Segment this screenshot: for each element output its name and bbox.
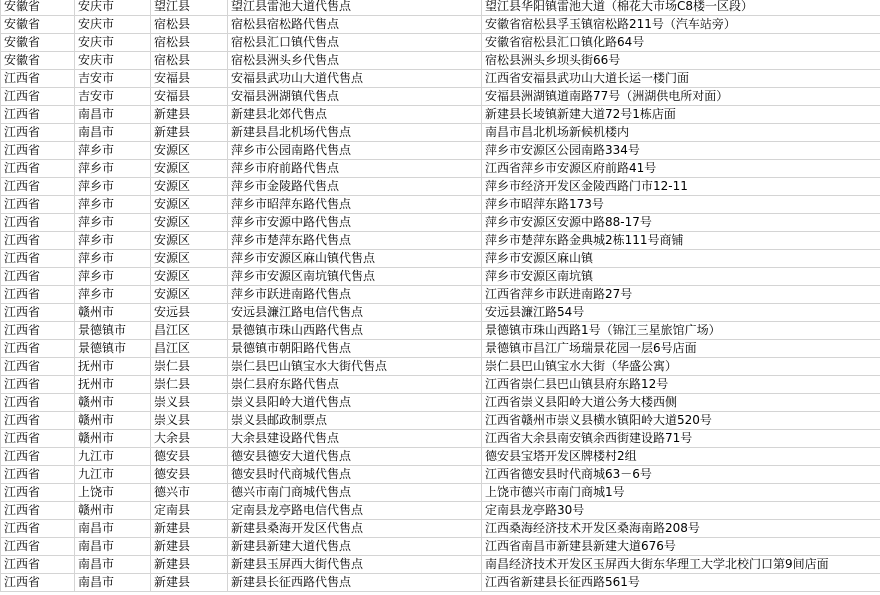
province-cell[interactable]: 江西省 (1, 106, 75, 124)
address-cell[interactable]: 萍乡市安源区公园南路334号 (482, 142, 880, 160)
province-cell[interactable]: 江西省 (1, 376, 75, 394)
province-cell[interactable]: 江西省 (1, 502, 75, 520)
outlet-name-cell[interactable]: 萍乡市安源中路代售点 (228, 214, 482, 232)
province-cell[interactable]: 江西省 (1, 484, 75, 502)
province-cell[interactable]: 江西省 (1, 538, 75, 556)
county-cell[interactable]: 安福县 (151, 70, 228, 88)
province-cell[interactable]: 江西省 (1, 214, 75, 232)
outlet-name-cell[interactable]: 宿松县宿松路代售点 (228, 16, 482, 34)
province-cell[interactable]: 江西省 (1, 394, 75, 412)
outlet-name-cell[interactable]: 望江县雷池大道代售点 (228, 0, 482, 16)
county-cell[interactable]: 安源区 (151, 160, 228, 178)
address-cell[interactable]: 新建县长堎镇新建大道72号1栋店面 (482, 106, 880, 124)
county-cell[interactable]: 新建县 (151, 538, 228, 556)
city-cell[interactable]: 景德镇市 (75, 322, 151, 340)
city-cell[interactable]: 萍乡市 (75, 178, 151, 196)
table-row (1, 520, 880, 538)
table-row (1, 286, 880, 304)
city-cell[interactable]: 赣州市 (75, 304, 151, 322)
address-cell[interactable]: 江西省崇仁县巴山镇县府东路12号 (482, 376, 880, 394)
table-row (1, 574, 880, 592)
address-cell[interactable]: 江西桑海经济技术开发区桑海南路208号 (482, 520, 880, 538)
city-cell[interactable]: 赣州市 (75, 394, 151, 412)
province-cell[interactable]: 安徽省 (1, 52, 75, 70)
outlet-name-cell[interactable]: 定南县龙亭路电信代售点 (228, 502, 482, 520)
city-cell[interactable]: 安庆市 (75, 0, 151, 16)
province-cell[interactable]: 江西省 (1, 142, 75, 160)
county-cell[interactable]: 宿松县 (151, 16, 228, 34)
table-row (1, 16, 880, 34)
table-row (1, 196, 880, 214)
province-cell[interactable]: 江西省 (1, 412, 75, 430)
city-cell[interactable]: 赣州市 (75, 430, 151, 448)
outlet-name-cell[interactable]: 景德镇市朝阳路代售点 (228, 340, 482, 358)
outlet-name-cell[interactable]: 景德镇市珠山西路代售点 (228, 322, 482, 340)
county-cell[interactable]: 安源区 (151, 214, 228, 232)
outlet-name-cell[interactable]: 新建县桑海开发区代售点 (228, 520, 482, 538)
address-cell[interactable]: 萍乡市安源区安源中路88-17号 (482, 214, 880, 232)
table-row (1, 556, 880, 574)
city-cell[interactable]: 萍乡市 (75, 232, 151, 250)
outlet-name-cell[interactable]: 萍乡市金陵路代售点 (228, 178, 482, 196)
table-row (1, 160, 880, 178)
county-cell[interactable]: 昌江区 (151, 322, 228, 340)
city-cell[interactable]: 南昌市 (75, 574, 151, 592)
outlet-name-cell[interactable]: 安远县濂江路电信代售点 (228, 304, 482, 322)
province-cell[interactable]: 安徽省 (1, 0, 75, 16)
outlet-name-cell[interactable]: 新建县昌北机场代售点 (228, 124, 482, 142)
table-row (1, 268, 880, 286)
table-row (1, 214, 880, 232)
table-row (1, 52, 880, 70)
county-cell[interactable]: 新建县 (151, 520, 228, 538)
address-cell[interactable]: 江西省赣州市崇义县横水镇阳岭大道520号 (482, 412, 880, 430)
county-cell[interactable]: 安福县 (151, 88, 228, 106)
address-cell[interactable]: 安福县洲湖镇道南路77号（洲湖供电所对面） (482, 88, 880, 106)
province-cell[interactable]: 江西省 (1, 430, 75, 448)
address-cell[interactable]: 定南县龙亭路30号 (482, 502, 880, 520)
province-cell[interactable]: 江西省 (1, 232, 75, 250)
outlet-name-cell[interactable]: 安福县武功山大道代售点 (228, 70, 482, 88)
city-cell[interactable]: 萍乡市 (75, 286, 151, 304)
address-cell[interactable]: 江西省萍乡市跃进南路27号 (482, 286, 880, 304)
address-cell[interactable]: 萍乡市昭萍东路173号 (482, 196, 880, 214)
table-row (1, 142, 880, 160)
address-cell[interactable]: 江西省新建县长征西路561号 (482, 574, 880, 592)
table-row (1, 304, 880, 322)
outlet-name-cell[interactable]: 宿松县汇口镇代售点 (228, 34, 482, 52)
table-row (1, 124, 880, 142)
county-cell[interactable]: 安源区 (151, 268, 228, 286)
province-cell[interactable]: 江西省 (1, 88, 75, 106)
county-cell[interactable]: 大余县 (151, 430, 228, 448)
province-cell[interactable]: 江西省 (1, 160, 75, 178)
address-cell[interactable]: 江西省萍乡市安源区府前路41号 (482, 160, 880, 178)
table-row (1, 538, 880, 556)
address-cell[interactable]: 江西省南昌市新建县新建大道676号 (482, 538, 880, 556)
table-row (1, 178, 880, 196)
address-cell[interactable]: 景德镇市昌江广场瑞景花园一层6号店面 (482, 340, 880, 358)
city-cell[interactable]: 萍乡市 (75, 160, 151, 178)
address-cell[interactable]: 江西省崇义县阳岭大道公务大楼西侧 (482, 394, 880, 412)
address-cell[interactable]: 德安县宝塔开发区牌楼村2组 (482, 448, 880, 466)
table-row (1, 106, 880, 124)
province-cell[interactable]: 江西省 (1, 70, 75, 88)
city-cell[interactable]: 安庆市 (75, 16, 151, 34)
address-cell[interactable]: 江西省大余县南安镇余西街建设路71号 (482, 430, 880, 448)
address-cell[interactable]: 安远县濂江路54号 (482, 304, 880, 322)
outlet-name-cell[interactable]: 大余县建设路代售点 (228, 430, 482, 448)
address-cell[interactable]: 安徽省宿松县孚玉镇宿松路211号（汽车站旁） (482, 16, 880, 34)
city-cell[interactable]: 九江市 (75, 448, 151, 466)
county-cell[interactable]: 德安县 (151, 466, 228, 484)
address-cell[interactable]: 江西省安福县武功山大道长运一楼门面 (482, 70, 880, 88)
address-cell[interactable]: 上饶市德兴市南门商城1号 (482, 484, 880, 502)
city-cell[interactable]: 萍乡市 (75, 196, 151, 214)
outlet-name-cell[interactable]: 萍乡市跃进南路代售点 (228, 286, 482, 304)
outlet-name-cell[interactable]: 宿松县洲头乡代售点 (228, 52, 482, 70)
city-cell[interactable]: 吉安市 (75, 88, 151, 106)
address-cell[interactable]: 望江县华阳镇雷池大道（棉花大市场C8楼一区段） (482, 0, 880, 16)
county-cell[interactable]: 昌江区 (151, 340, 228, 358)
address-cell[interactable]: 景德镇市珠山西路1号（锦江三星旅馆广场） (482, 322, 880, 340)
table-body (1, 0, 880, 592)
city-cell[interactable]: 南昌市 (75, 520, 151, 538)
county-cell[interactable]: 崇义县 (151, 412, 228, 430)
table-row (1, 0, 880, 16)
outlet-name-cell[interactable]: 萍乡市府前路代售点 (228, 160, 482, 178)
county-cell[interactable]: 新建县 (151, 574, 228, 592)
address-cell[interactable]: 萍乡市安源区南坑镇 (482, 268, 880, 286)
province-cell[interactable]: 江西省 (1, 340, 75, 358)
county-cell[interactable]: 安源区 (151, 178, 228, 196)
province-cell[interactable]: 安徽省 (1, 16, 75, 34)
city-cell[interactable]: 赣州市 (75, 412, 151, 430)
outlet-name-cell[interactable]: 新建县长征西路代售点 (228, 574, 482, 592)
county-cell[interactable]: 新建县 (151, 556, 228, 574)
outlet-name-cell[interactable]: 崇义县阳岭大道代售点 (228, 394, 482, 412)
city-cell[interactable]: 九江市 (75, 466, 151, 484)
county-cell[interactable]: 安源区 (151, 142, 228, 160)
county-cell[interactable]: 新建县 (151, 106, 228, 124)
city-cell[interactable]: 赣州市 (75, 502, 151, 520)
county-cell[interactable]: 安源区 (151, 232, 228, 250)
province-cell[interactable]: 江西省 (1, 466, 75, 484)
address-cell[interactable]: 崇仁县巴山镇宝水大街（华盛公寓） (482, 358, 880, 376)
table-row (1, 412, 880, 430)
county-cell[interactable]: 德安县 (151, 448, 228, 466)
province-cell[interactable]: 江西省 (1, 250, 75, 268)
table-row (1, 340, 880, 358)
county-cell[interactable]: 崇义县 (151, 394, 228, 412)
outlet-name-cell[interactable]: 德兴市南门商城代售点 (228, 484, 482, 502)
outlet-name-cell[interactable]: 萍乡市楚萍东路代售点 (228, 232, 482, 250)
table-row (1, 250, 880, 268)
outlet-name-cell[interactable]: 萍乡市公园南路代售点 (228, 142, 482, 160)
outlet-name-cell[interactable]: 德安县时代商城代售点 (228, 466, 482, 484)
table-row (1, 466, 880, 484)
province-cell[interactable]: 江西省 (1, 124, 75, 142)
table-row (1, 34, 880, 52)
province-cell[interactable]: 江西省 (1, 286, 75, 304)
county-cell[interactable]: 望江县 (151, 0, 228, 16)
city-cell[interactable]: 萍乡市 (75, 214, 151, 232)
outlet-name-cell[interactable]: 崇仁县府东路代售点 (228, 376, 482, 394)
province-cell[interactable]: 江西省 (1, 556, 75, 574)
outlet-name-cell[interactable]: 安福县洲湖镇代售点 (228, 88, 482, 106)
address-cell[interactable]: 江西省德安县时代商城63－6号 (482, 466, 880, 484)
county-cell[interactable]: 安远县 (151, 304, 228, 322)
table-row (1, 448, 880, 466)
city-cell[interactable]: 南昌市 (75, 106, 151, 124)
outlet-name-cell[interactable]: 崇义县邮政制票点 (228, 412, 482, 430)
outlet-name-cell[interactable]: 崇仁县巴山镇宝水大街代售点 (228, 358, 482, 376)
address-cell[interactable]: 宿松县洲头乡坝头街66号 (482, 52, 880, 70)
city-cell[interactable]: 安庆市 (75, 52, 151, 70)
address-cell[interactable]: 萍乡市楚萍东路金典城2栋111号商铺 (482, 232, 880, 250)
province-cell[interactable]: 江西省 (1, 358, 75, 376)
city-cell[interactable]: 上饶市 (75, 484, 151, 502)
province-cell[interactable]: 江西省 (1, 574, 75, 592)
county-cell[interactable]: 定南县 (151, 502, 228, 520)
county-cell[interactable]: 崇仁县 (151, 358, 228, 376)
county-cell[interactable]: 崇仁县 (151, 376, 228, 394)
city-cell[interactable]: 吉安市 (75, 70, 151, 88)
table-row (1, 484, 880, 502)
province-cell[interactable]: 江西省 (1, 178, 75, 196)
province-cell[interactable]: 江西省 (1, 196, 75, 214)
table-row (1, 322, 880, 340)
province-cell[interactable]: 江西省 (1, 520, 75, 538)
table-row (1, 376, 880, 394)
county-cell[interactable]: 宿松县 (151, 34, 228, 52)
table-row (1, 430, 880, 448)
province-cell[interactable]: 江西省 (1, 322, 75, 340)
table-row (1, 394, 880, 412)
province-cell[interactable]: 安徽省 (1, 34, 75, 52)
county-cell[interactable]: 德兴市 (151, 484, 228, 502)
table-row (1, 232, 880, 250)
province-cell[interactable]: 江西省 (1, 448, 75, 466)
county-cell[interactable]: 安源区 (151, 250, 228, 268)
outlet-name-cell[interactable]: 新建县玉屏西大街代售点 (228, 556, 482, 574)
outlet-name-cell[interactable]: 萍乡市安源区南坑镇代售点 (228, 268, 482, 286)
table-row (1, 358, 880, 376)
address-cell[interactable]: 南昌经济技术开发区玉屏西大街东华理工大学北校门口第9间店面 (482, 556, 880, 574)
city-cell[interactable]: 南昌市 (75, 538, 151, 556)
address-cell[interactable]: 萍乡市安源区麻山镇 (482, 250, 880, 268)
county-cell[interactable]: 安源区 (151, 196, 228, 214)
city-cell[interactable]: 景德镇市 (75, 340, 151, 358)
outlet-name-cell[interactable]: 萍乡市昭萍东路代售点 (228, 196, 482, 214)
city-cell[interactable]: 萍乡市 (75, 142, 151, 160)
province-cell[interactable]: 江西省 (1, 268, 75, 286)
outlet-name-cell[interactable]: 萍乡市安源区麻山镇代售点 (228, 250, 482, 268)
city-cell[interactable]: 安庆市 (75, 34, 151, 52)
table-row (1, 70, 880, 88)
address-cell[interactable]: 南昌市昌北机场新候机楼内 (482, 124, 880, 142)
county-cell[interactable]: 安源区 (151, 286, 228, 304)
province-cell[interactable]: 江西省 (1, 304, 75, 322)
county-cell[interactable]: 宿松县 (151, 52, 228, 70)
city-cell[interactable]: 萍乡市 (75, 268, 151, 286)
outlet-name-cell[interactable]: 德安县德安大道代售点 (228, 448, 482, 466)
city-cell[interactable]: 南昌市 (75, 124, 151, 142)
city-cell[interactable]: 萍乡市 (75, 250, 151, 268)
table-row (1, 502, 880, 520)
address-cell[interactable]: 安徽省宿松县汇口镇化路64号 (482, 34, 880, 52)
address-cell[interactable]: 萍乡市经济开发区金陵西路门市12-11 (482, 178, 880, 196)
table-row (1, 88, 880, 106)
city-cell[interactable]: 抚州市 (75, 358, 151, 376)
county-cell[interactable]: 新建县 (151, 124, 228, 142)
outlet-name-cell[interactable]: 新建县新建大道代售点 (228, 538, 482, 556)
city-cell[interactable]: 抚州市 (75, 376, 151, 394)
city-cell[interactable]: 南昌市 (75, 556, 151, 574)
outlet-name-cell[interactable]: 新建县北郊代售点 (228, 106, 482, 124)
